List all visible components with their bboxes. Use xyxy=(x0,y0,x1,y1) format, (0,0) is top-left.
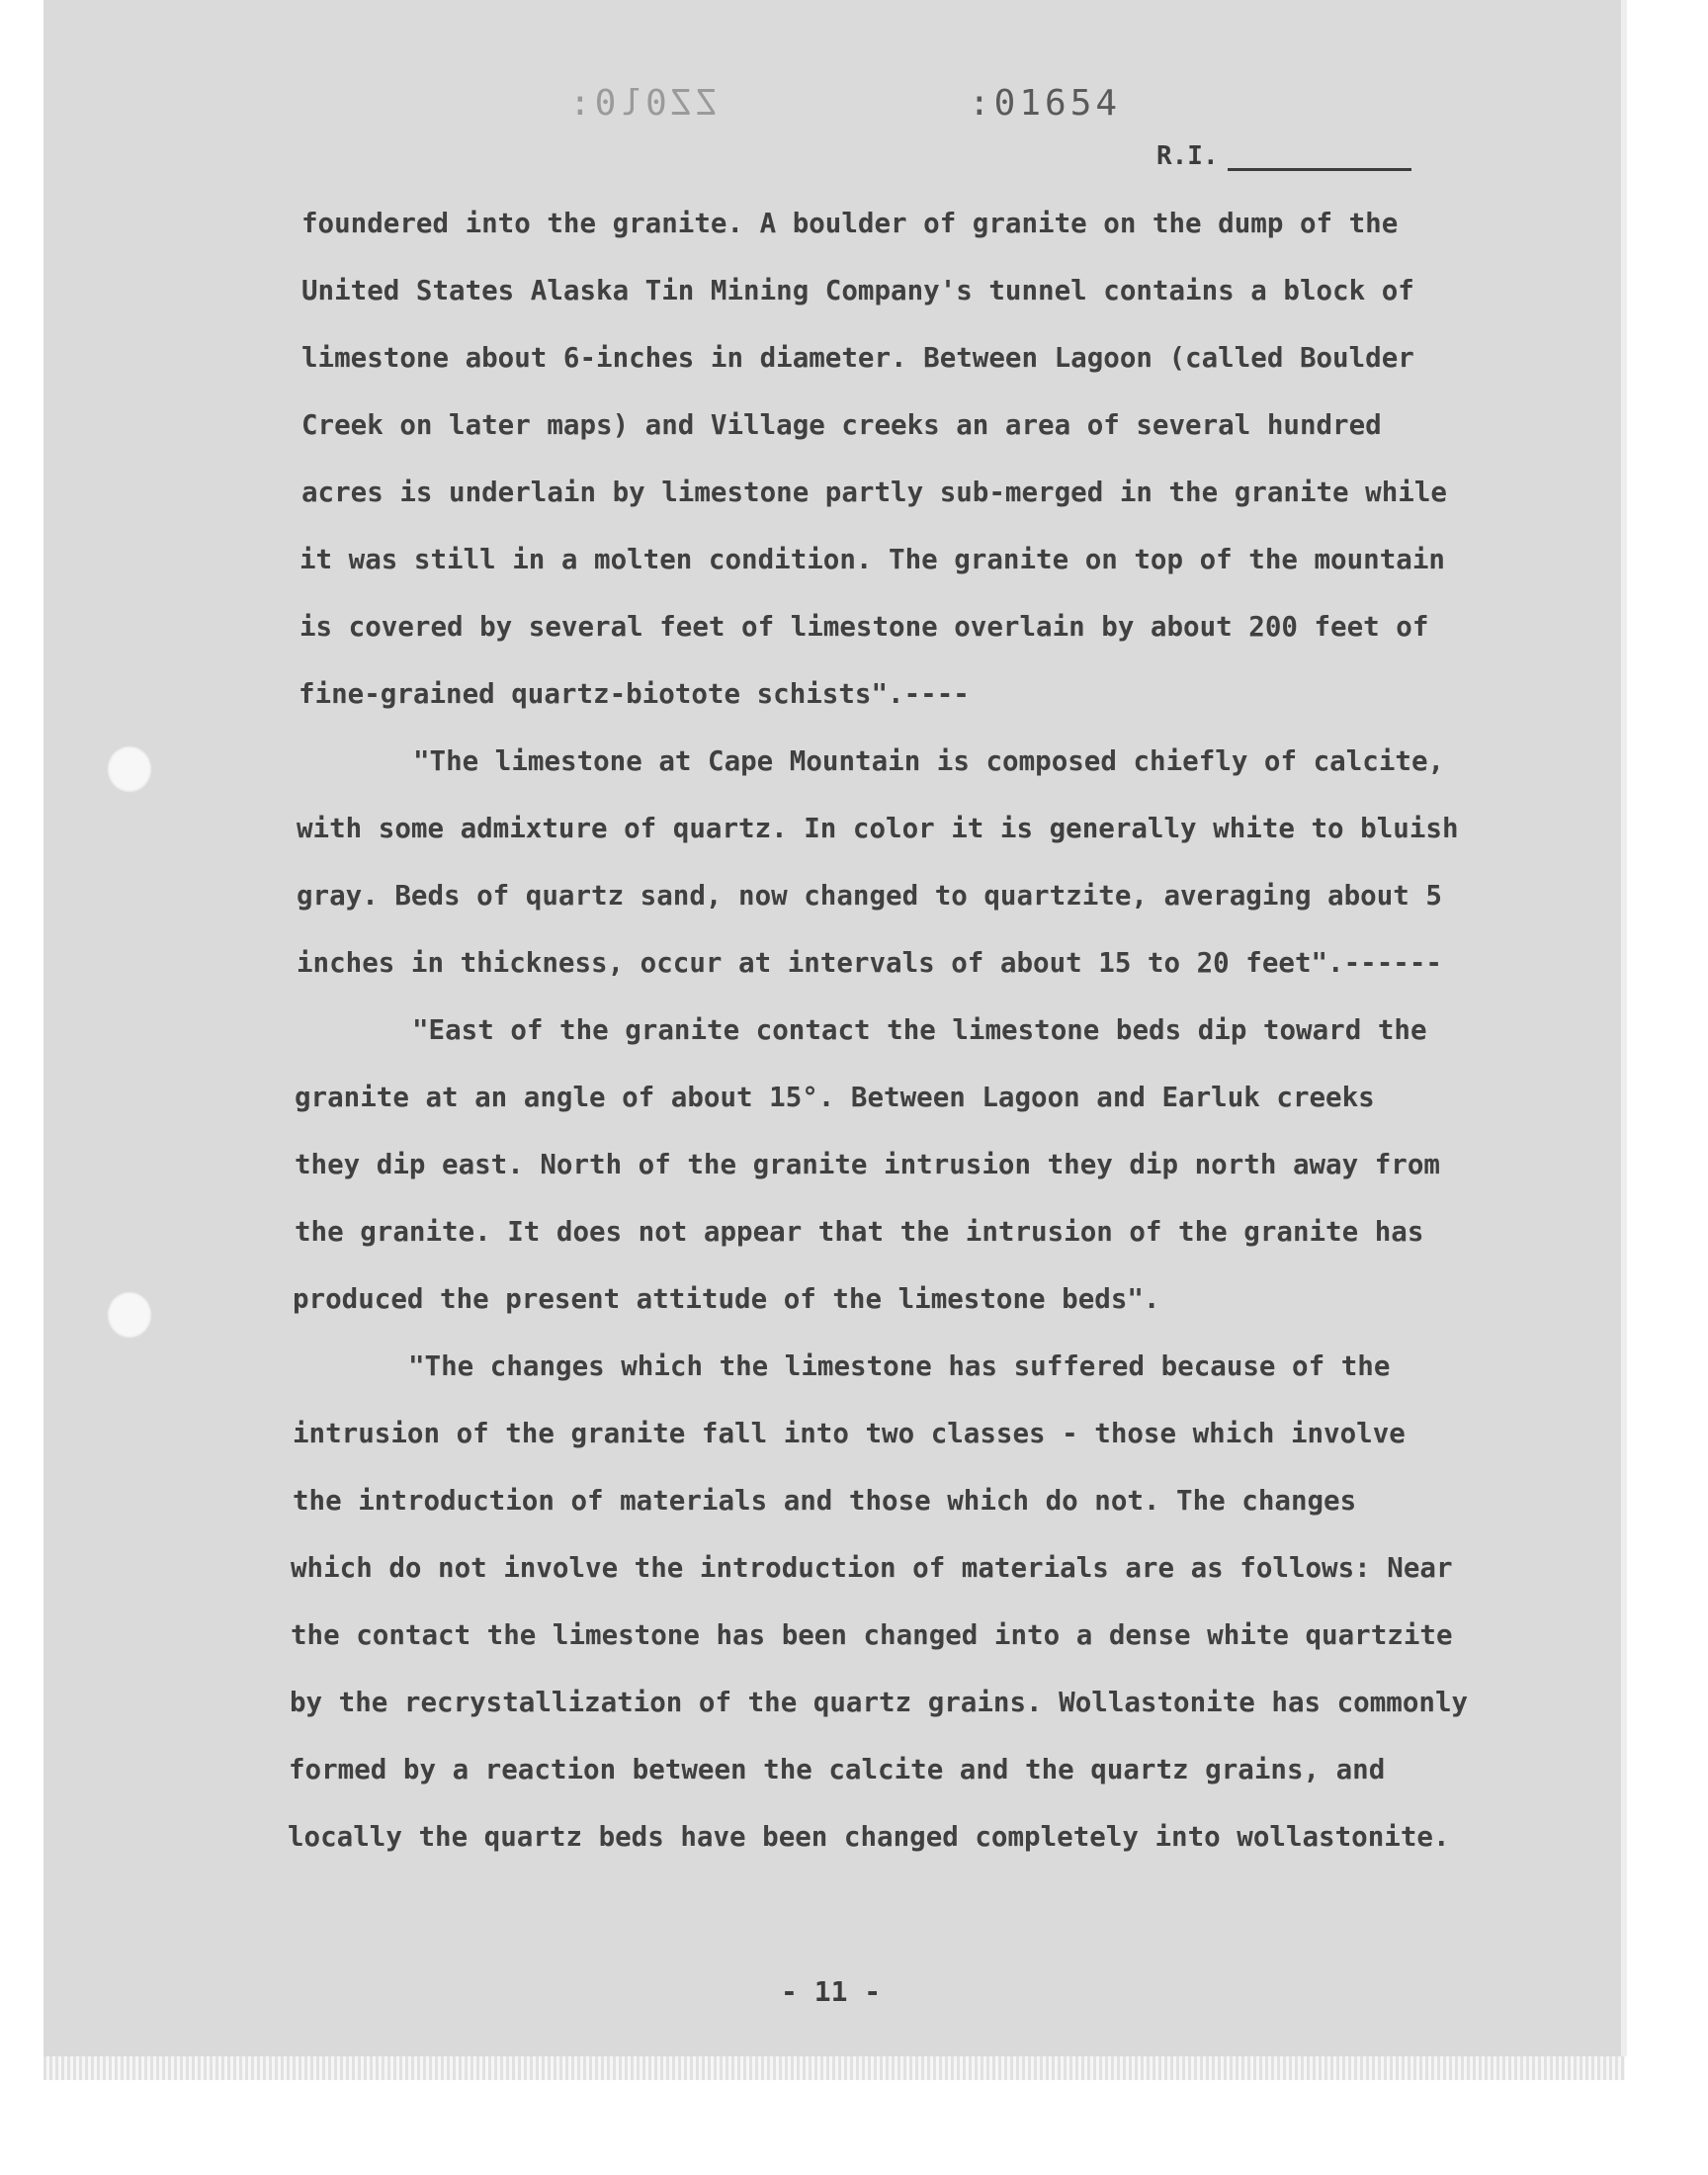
punch-hole-upper xyxy=(107,745,152,793)
text-line: gray. Beds of quartz sand, now changed to quartzite, averaging about 5 xyxy=(297,880,1442,912)
text-line: limestone about 6-inches in diameter. Between Lagoon (called Boulder xyxy=(301,342,1414,374)
text-line: locally the quartz beds have been changed completely into wollastonite. xyxy=(288,1821,1450,1853)
text-line: foundered into the granite. A boulder of granite on the dump of the xyxy=(301,208,1399,239)
text-line: they dip east. North of the granite intrusion they dip north away from xyxy=(295,1149,1440,1180)
text-line: it was still in a molten condition. The granite on top of the mountain xyxy=(299,544,1445,575)
text-line: is covered by several feet of limestone overlain by about 200 feet of xyxy=(299,611,1429,643)
text-line: "The limestone at Cape Mountain is composed chiefly of calcite, xyxy=(413,745,1445,777)
text-line: the introduction of materials and those which do not. The changes xyxy=(293,1485,1357,1517)
text-line: "East of the granite contact the limestone beds dip toward the xyxy=(412,1014,1427,1046)
bleed-through-stamp: ZZ0l0: xyxy=(565,83,719,124)
text-line: United States Alaska Tin Mining Company's tunnel contains a block of xyxy=(301,275,1414,306)
text-line: inches in thickness, occur at intervals of about 15 to 20 feet".------ xyxy=(297,947,1442,979)
ri-blank-line xyxy=(1228,168,1411,171)
scan-bottom-edge xyxy=(43,2056,1625,2080)
text-line: by the recrystallization of the quartz grains. Wollastonite has commonly xyxy=(290,1687,1469,1718)
text-line: which do not involve the introduction of materials are as follows: Near xyxy=(291,1552,1453,1584)
text-line: Creek on later maps) and Village creeks an area of several hundred xyxy=(301,409,1382,441)
text-line: acres is underlain by limestone partly sub-merged in the granite while xyxy=(301,477,1447,508)
text-line: the granite. It does not appear that the intrusion of the granite has xyxy=(295,1216,1424,1248)
page-right-edge xyxy=(1621,0,1627,2056)
page-number: - 11 - xyxy=(781,1975,882,2008)
text-line: formed by a reaction between the calcite and the quartz grains, and xyxy=(289,1754,1386,1785)
text-line: the contact the limestone has been changed into a dense white quartzite xyxy=(291,1619,1453,1651)
text-line: intrusion of the granite fall into two classes - those which involve xyxy=(293,1418,1406,1449)
ri-label: R.I. xyxy=(1156,141,1219,171)
text-line: fine-grained quartz-biotote schists".---- xyxy=(299,678,970,710)
punch-hole-lower xyxy=(107,1291,152,1339)
text-line: with some admixture of quartz. In color it is generally white to bluish xyxy=(297,813,1459,844)
document-number-stamp: :01654 xyxy=(969,83,1122,124)
text-line: granite at an angle of about 15°. Between Lagoon and Earluk creeks xyxy=(295,1082,1375,1113)
text-line: "The changes which the limestone has suffered because of the xyxy=(408,1350,1391,1382)
text-line: produced the present attitude of the limestone beds". xyxy=(293,1283,1160,1315)
